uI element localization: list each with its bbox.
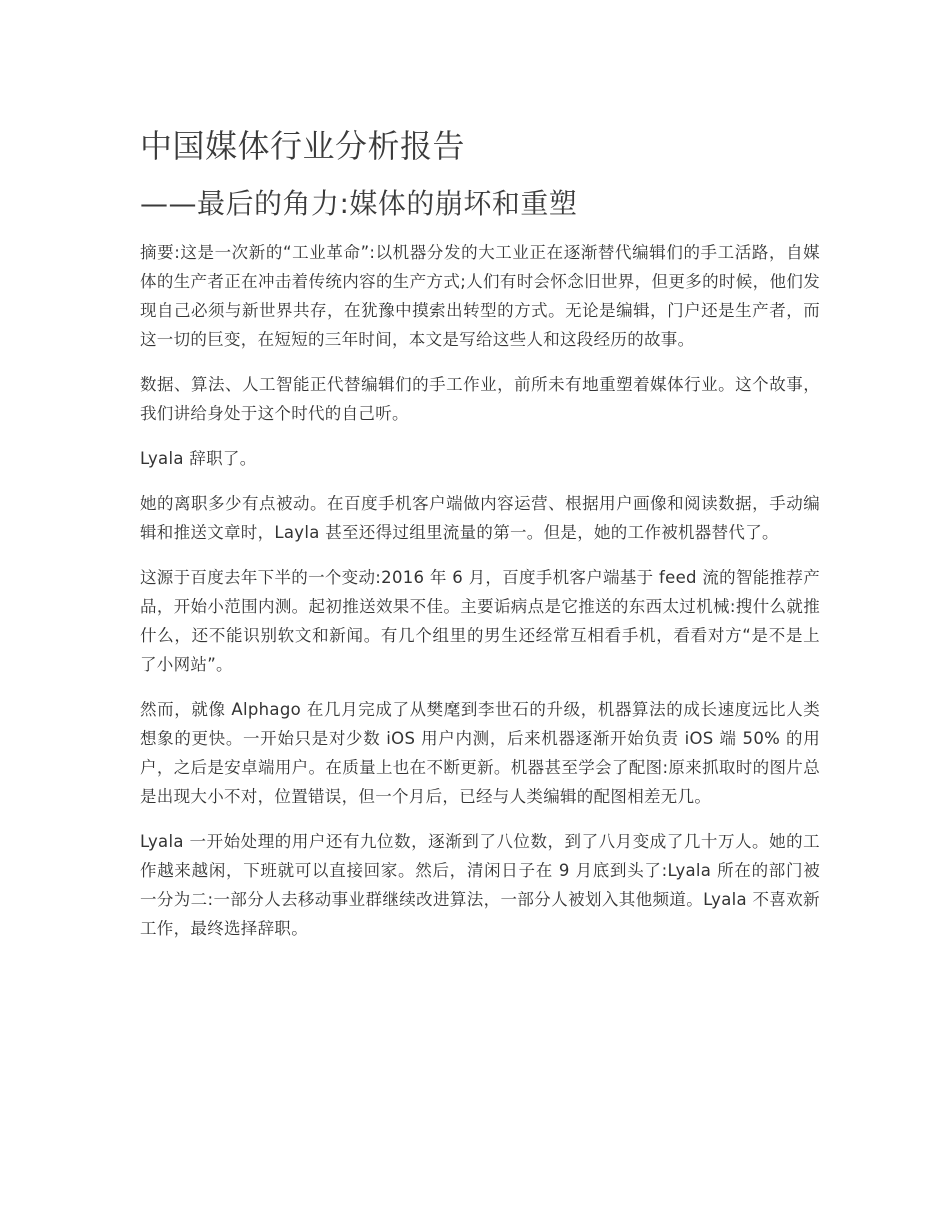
document-subtitle: ——最后的角力:媒体的崩坏和重塑 bbox=[140, 187, 578, 220]
abstract-paragraph: 摘要:这是一次新的“工业革命”:以机器分发的大工业正在逐渐替代编辑们的手工活路，自媒体的生产者正在冲击着传统内容的生产方式;人们有时会怀念旧世界，但更多的时候，他们发现自己必须与新世界共存，在犹豫中摸索出转型的方式。无论是编辑，门户还是生产者，而这一切的巨变，在短短的三年时间，本文是写给这些人和这段经历的故事。 bbox=[140, 243, 820, 349]
document-title: 中国媒体行业分析报告 bbox=[140, 127, 466, 165]
body-paragraph: Lyala 一开始处理的用户还有九位数，逐渐到了八位数，到了八月变成了几十万人。她的工作越来越闲，下班就可以直接回家。然后，清闲日子在 9 月底到头了:Lyala 所在的部门被一分为二:一部分人去移动事业群继续改进算法，一部分人被划入其他频道。Lyala 不喜欢新工作，最终选择辞职。 bbox=[140, 832, 820, 938]
body-paragraph: 然而，就像 Alphago 在几月完成了从樊麾到李世石的升级，机器算法的成长速度远比人类想象的更快。一开始只是对少数 iOS 用户内测，后来机器逐渐开始负责 iOS 端 50% 的用户，之后是安卓端用户。在质量上也在不断更新。机器甚至学会了配图:原来抓取时的图片总是出现大小不对，位置错误，但一个月后，已经与人类编辑的配图相差无几。 bbox=[140, 700, 820, 806]
body-paragraph: 这源于百度去年下半的一个变动:2016 年 6 月，百度手机客户端基于 feed 流的智能推荐产品，开始小范围内测。起初推送效果不佳。主要诟病点是它推送的东西太过机械:搜什么就推什么，还不能识别软文和新闻。有几个组里的男生还经常互相看手机，看看对方“是不是上了小网站”。 bbox=[140, 568, 820, 674]
body-paragraph: Lyala 辞职了。 bbox=[140, 449, 257, 468]
document-page bbox=[140, 120, 820, 959]
body-paragraph: 数据、算法、人工智能正代替编辑们的手工作业，前所未有地重塑着媒体行业。这个故事，我们讲给身处于这个时代的自己听。 bbox=[140, 375, 820, 423]
body-paragraph: 她的离职多少有点被动。在百度手机客户端做内容运营、根据用户画像和阅读数据，手动编辑和推送文章时，Layla 甚至还得过组里流量的第一。但是，她的工作被机器替代了。 bbox=[140, 494, 820, 542]
